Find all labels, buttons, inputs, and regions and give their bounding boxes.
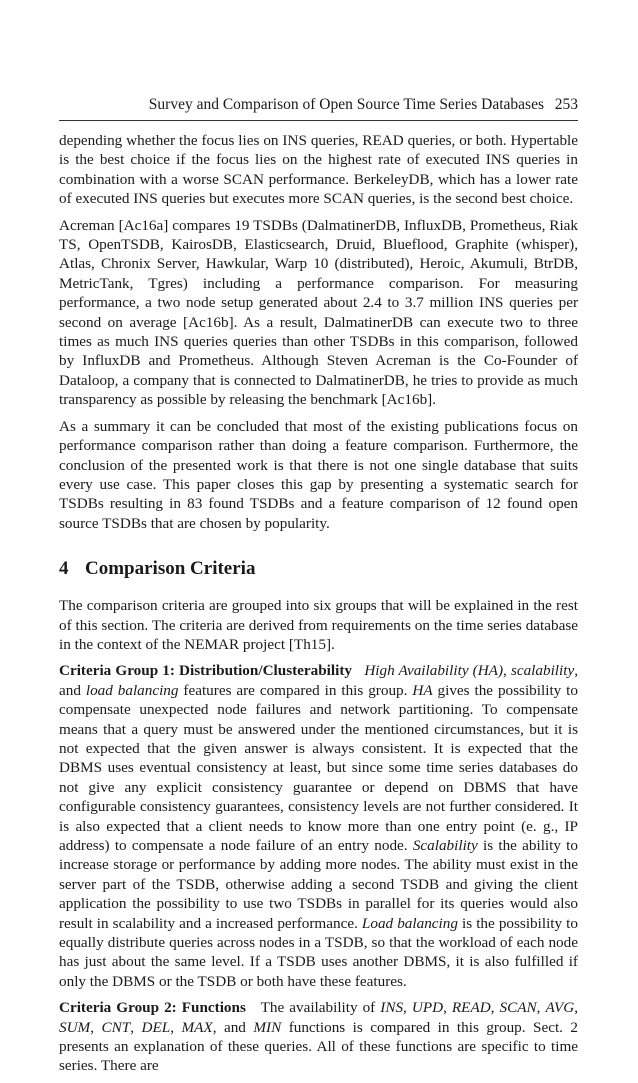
text-run: , <box>574 999 579 1017</box>
paragraph-2: Acreman [Ac16a] compares 19 TSDBs (DalmatinerDB, InfluxDB, Prometheus, Riak TS, OpenTSDB, KairosDB, Elasticsearch, Druid, Blueflood, Graphite (whisper), Atlas, Chronix Server, Hawkular, Warp 10 (distributed), Heroic, Akumuli, BtrDB, MetricTank, Tgres) including a performance comparison. For measuring performance, a two node setup generated about 2.4 to 3.7 million INS queries per second on average [Ac16b]. As a result, DalmatinerDB can execute two to three times as much INS queries queries than other TSDBs in this comparison, followed by InfluxDB and Prometheus. Although Steven Acreman is the Co-Founder of Dataloop, a company that is connected to DalmatinerDB, he tries to provide as much transparency as possible by releasing the benchmark [Ac16b]. <box>59 216 578 409</box>
running-title: Survey and Comparison of Open Source Time Series Databases <box>148 96 544 113</box>
fn-ins: INS <box>380 999 404 1017</box>
text-run: , <box>503 662 511 680</box>
text-run: , and <box>59 662 579 699</box>
section-title: Comparison Criteria <box>85 558 256 580</box>
text-run: , <box>130 1018 142 1036</box>
page-body <box>59 131 578 1083</box>
text-run: features are compared in this group. <box>178 681 413 699</box>
text-run: gives the possibility to compensate unexpected node failures and network partitioning. To compensate means that a query must be answered under the mentioned circumstances, but it is not expected that the given answer is always consistent. It is expected that the DBMS uses eventual consistency at least, but since some time series databases do not give any explicit consistency guarantee or depend on DBMS that have configurable consistency guarantees, consistency levels are not further considered. It is also expected that a client needs to know more than one entry point (e. g., IP address) to compensate a node failure of an entry node. <box>59 681 578 854</box>
fn-read: READ <box>451 999 491 1017</box>
fn-avg: AVG <box>545 999 575 1017</box>
text-run: is the possibility to equally distribute queries across nodes in a TSDB, so that the workload of each node has just about the same level. If a TSDB uses another DBMS, it is also fulfilled if only the DBMS or the TSDB or both have these features. <box>59 914 578 990</box>
section-intro: The comparison criteria are grouped into six groups that will be explained in the rest of this section. The criteria are derived from requirements on the time series database in the context of the NEMAR project [Th15]. <box>59 597 578 653</box>
fn-max: MAX <box>181 1018 213 1036</box>
fn-cnt: CNT <box>101 1018 131 1036</box>
section-heading <box>59 557 578 581</box>
text-run: , <box>403 999 412 1017</box>
term-load-balancing-def: Load balancing <box>361 914 458 932</box>
text-run: functions is compared in this group. Sect. 2 presents an explanation of these queries. All of these functions are specific to time series. There are <box>59 1018 579 1075</box>
term-ha-short: HA <box>412 681 433 699</box>
text-run: is the ability to increase storage or performance by adding more nodes. The ability must exist in the server part of the TSDB, otherwise adding a second TSDB and giving the client application the possibility to use two TSDBs in parallel for its queries would also result in scalability and a increased performance. <box>59 837 579 932</box>
paragraph-3: As a summary it can be concluded that most of the existing publications focus on performance comparison rather than doing a feature comparison. Furthermore, the conclusion of the presented work is that there is not one single database that suits every use case. This paper closes this gap by presenting a systematic search for TSDBs resulting in 83 found TSDBs and a feature comparison of 12 found open source TSDBs that are chosen by popularity. <box>59 417 578 532</box>
text-run: , and <box>212 1018 254 1036</box>
term-load-balancing: load balancing <box>85 681 179 699</box>
section-number: 4 <box>59 558 69 580</box>
page-number: 253 <box>554 96 578 113</box>
term-ha: High Availability (HA) <box>364 662 504 680</box>
text-run: The availability of <box>260 999 381 1017</box>
text-run: , <box>536 999 546 1017</box>
fn-min: MIN <box>253 1018 282 1036</box>
paragraph-1: depending whether the focus lies on INS queries, READ queries, or both. Hypertable is the best choice if the focus lies on the highest rate of executed INS queries in combination with a worse SCAN performance. BerkeleyDB, which has a lower rate of executed INS queries but executes more SCAN queries, is the second best choice. <box>59 132 578 208</box>
running-header <box>59 96 578 121</box>
fn-upd: UPD <box>411 999 444 1017</box>
criteria-group-1 <box>59 661 578 991</box>
fn-sum: SUM <box>59 1018 91 1036</box>
group-1-heading: Criteria Group 1: Distribution/Clusterability <box>59 662 352 680</box>
text-run: , <box>170 1018 182 1036</box>
text-run: , <box>490 999 500 1017</box>
term-scalability: scalability <box>510 662 575 680</box>
criteria-group-2 <box>59 998 578 1076</box>
fn-scan: SCAN <box>499 999 537 1017</box>
term-scalability-def: Scalability <box>412 837 478 854</box>
group-2-heading: Criteria Group 2: Functions <box>59 999 246 1017</box>
text-run: , <box>443 999 452 1017</box>
text-run: , <box>90 1018 102 1036</box>
fn-del: DEL <box>141 1018 171 1036</box>
